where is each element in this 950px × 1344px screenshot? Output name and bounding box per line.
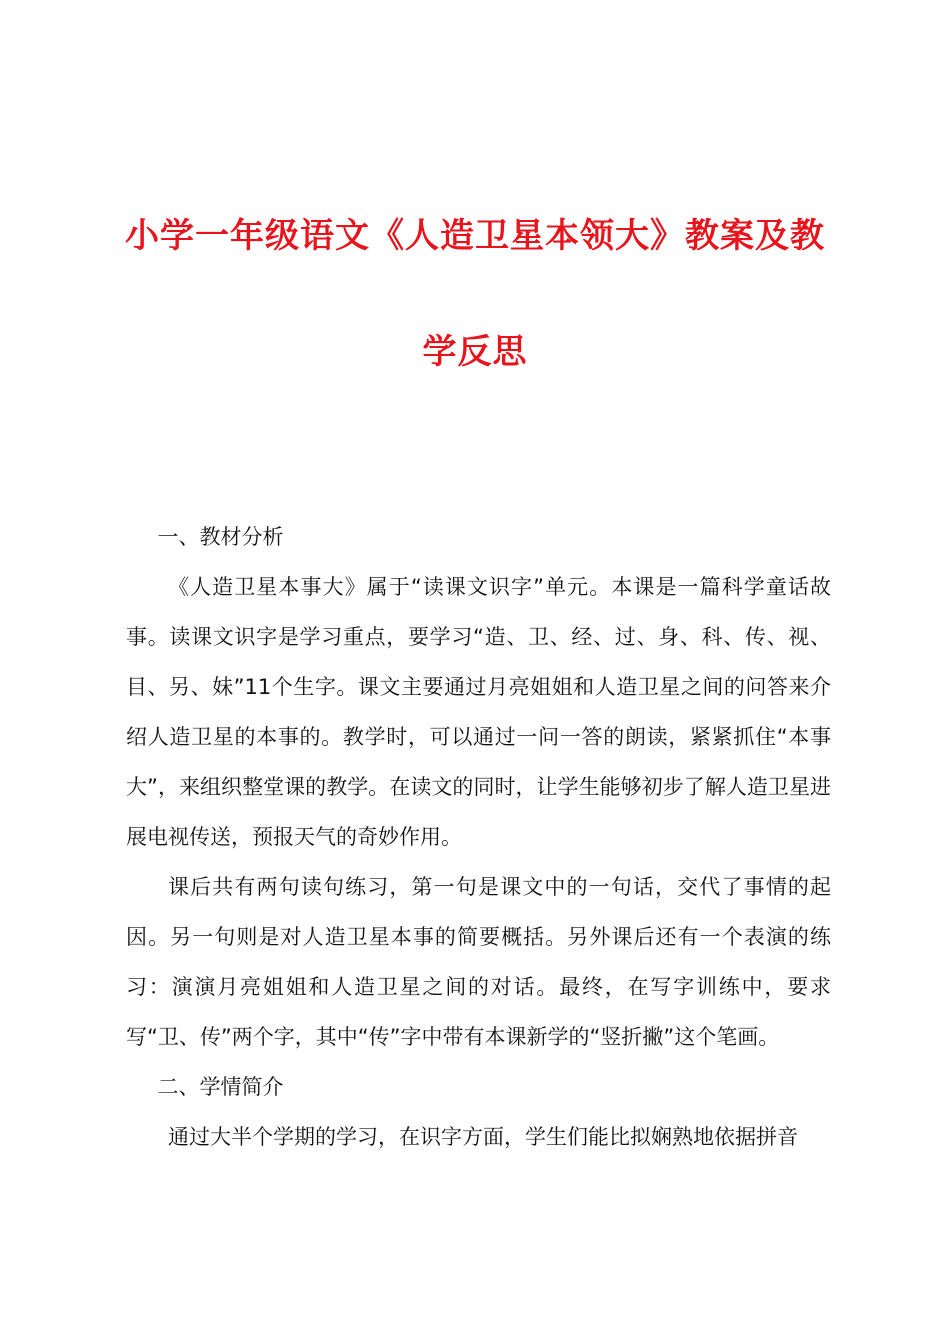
section-heading-teaching-material: 一、教材分析 xyxy=(157,525,284,549)
document-body xyxy=(126,512,831,1162)
paragraph-material-analysis-2: 课后共有两句读句练习，第一句是课文中的一句话，交代了事情的起因。另一句则是对人造卫星本事的简要概括。另外课后还有一个表演的练习：演演月亮姐姐和人造卫星之间的对话。最终，在写字训练中，要求写“卫、传”两个字，其中“传”字中带有本课新学的“竖折撇”这个笔画。 xyxy=(126,875,831,1049)
paragraph-material-analysis-1: 《人造卫星本事大》属于“读课文识字”单元。本课是一篇科学童话故事。读课文识字是学习重点，要学习“造、卫、经、过、身、科、传、视、目、另、妹”11个生字。课文主要通过月亮姐姐和人造卫星之间的问答来介绍人造卫星的本事的。教学时，可以通过一问一答的朗读，紧紧抓住“本事大”，来组织整堂课的教学。在读文的同时，让学生能够初步了解人造卫星进展电视传送，预报天气的奇妙作用。 xyxy=(126,575,831,849)
section-heading-student-situation: 二、学情简介 xyxy=(157,1075,284,1099)
paragraph-student-situation-1: 通过大半个学期的学习，在识字方面，学生们能比拟娴熟地依据拼音 xyxy=(168,1125,798,1149)
document-title-line-1: 小学一年级语文《人造卫星本领大》教案及教 xyxy=(125,216,825,256)
document-title-line-2: 学反思 xyxy=(422,332,528,372)
